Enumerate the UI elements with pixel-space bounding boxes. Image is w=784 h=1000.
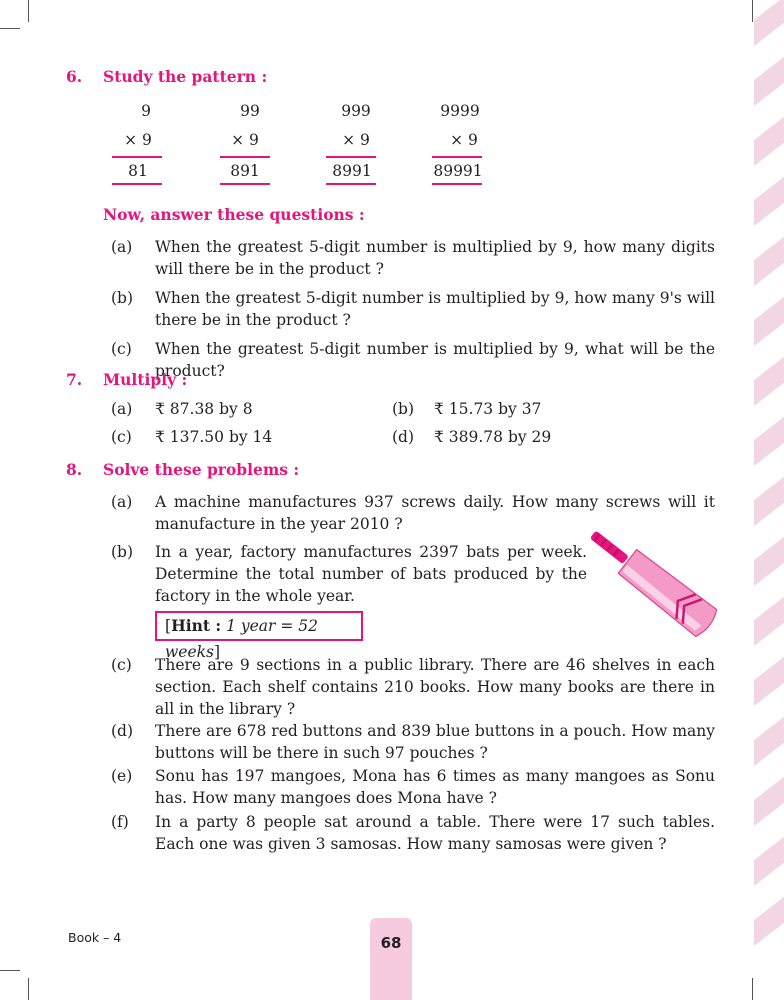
page-tab bbox=[370, 918, 412, 1000]
problem-8f bbox=[103, 811, 715, 855]
problem-text: In a year, factory manufactures 2397 bats per week. Determine the total number of bats produced by the factory in the whole year. bbox=[155, 543, 587, 605]
question-label: (c) bbox=[111, 340, 132, 358]
problem-label: (a) bbox=[111, 493, 133, 511]
pattern-rule bbox=[326, 183, 376, 185]
problem-label: (e) bbox=[111, 767, 133, 785]
multiply-label: (d) bbox=[392, 428, 415, 446]
question-label: (b) bbox=[111, 289, 134, 307]
question-text: When the greatest 5-digit number is multiplied by 9, how many 9's will there be in the product ? bbox=[155, 289, 715, 329]
pattern-top: 9999 bbox=[440, 102, 480, 120]
multiply-label: (c) bbox=[111, 428, 132, 446]
problem-text: There are 9 sections in a public library. There are 46 shelves in each section. Each shelf contains 210 books. How many books are there in all in the library ? bbox=[155, 656, 715, 718]
pattern-result: 8991 bbox=[332, 162, 372, 180]
question-6-number: 6. bbox=[66, 67, 83, 86]
problem-8e bbox=[103, 765, 715, 809]
crop-mark bbox=[28, 978, 29, 1000]
question-8-title: Solve these problems : bbox=[103, 460, 300, 479]
hint-box bbox=[155, 611, 363, 661]
multiply-item: ₹ 87.38 by 8 bbox=[155, 400, 253, 418]
problem-label: (c) bbox=[111, 656, 132, 674]
problem-8d bbox=[103, 720, 715, 764]
problem-label: (f) bbox=[111, 813, 129, 831]
multiply-item: ₹ 15.73 by 37 bbox=[434, 400, 542, 418]
problem-text: A machine manufactures 937 screws daily. How many screws will it manufacture in the year 2010 ? bbox=[155, 493, 715, 533]
hint-text: 1 year = 52 weeks bbox=[165, 617, 319, 661]
crop-mark bbox=[0, 970, 20, 971]
crop-mark bbox=[0, 28, 20, 29]
pattern-multiplier: × 9 bbox=[124, 131, 152, 149]
pattern-rule bbox=[220, 156, 270, 158]
decorative-stripes bbox=[754, 0, 784, 1000]
pattern-result: 891 bbox=[230, 162, 260, 180]
question-6a bbox=[103, 236, 715, 280]
pattern-rule bbox=[326, 156, 376, 158]
question-7-number: 7. bbox=[66, 370, 83, 389]
pattern-rule bbox=[112, 156, 162, 158]
problem-8b bbox=[103, 541, 587, 607]
pattern-rule bbox=[112, 183, 162, 185]
problem-text: There are 678 red buttons and 839 blue buttons in a pouch. How many buttons will be there in such 97 pouches ? bbox=[155, 722, 715, 762]
hint-label: Hint : bbox=[171, 616, 222, 635]
pattern-multiplier: × 9 bbox=[342, 131, 370, 149]
problem-8c bbox=[103, 654, 715, 720]
crop-mark bbox=[752, 0, 753, 22]
pattern-top: 9 bbox=[141, 102, 151, 120]
question-6b bbox=[103, 287, 715, 331]
multiply-label: (b) bbox=[392, 400, 415, 418]
pattern-multiplier: × 9 bbox=[231, 131, 259, 149]
pattern-top: 999 bbox=[341, 102, 371, 120]
question-7-title: Multiply : bbox=[103, 370, 188, 389]
pattern-rule bbox=[220, 183, 270, 185]
problem-text: In a party 8 people sat around a table. There were 17 such tables. Each one was given 3 samosas. How many samosas were given ? bbox=[155, 813, 715, 853]
pattern-top: 99 bbox=[240, 102, 260, 120]
multiply-label: (a) bbox=[111, 400, 133, 418]
question-text: When the greatest 5-digit number is multiplied by 9, how many digits will there be in the product ? bbox=[155, 238, 715, 278]
problem-label: (b) bbox=[111, 543, 134, 561]
book-label: Book – 4 bbox=[68, 930, 122, 945]
problem-label: (d) bbox=[111, 722, 134, 740]
hint-bracket: [ bbox=[165, 617, 172, 635]
multiply-item: ₹ 389.78 by 29 bbox=[434, 428, 552, 446]
pattern-result: 81 bbox=[128, 162, 148, 180]
question-6-subtitle: Now, answer these questions : bbox=[103, 205, 365, 224]
question-label: (a) bbox=[111, 238, 133, 256]
crop-mark bbox=[28, 0, 29, 22]
hint-bracket: ] bbox=[213, 643, 221, 661]
question-8-number: 8. bbox=[66, 460, 83, 479]
pattern-rule bbox=[432, 183, 482, 185]
pattern-result: 89991 bbox=[433, 162, 483, 180]
pattern-rule bbox=[432, 156, 482, 158]
pattern-multiplier: × 9 bbox=[450, 131, 478, 149]
question-6-title: Study the pattern : bbox=[103, 67, 268, 86]
question-text: When the greatest 5-digit number is multiplied by 9, what will be the product? bbox=[155, 340, 715, 380]
page-number: 68 bbox=[380, 934, 402, 952]
cricket-bat-illustration bbox=[590, 518, 720, 648]
problem-text: Sonu has 197 mangoes, Mona has 6 times as many mangoes as Sonu has. How many mangoes does Mona have ? bbox=[155, 767, 715, 807]
crop-mark bbox=[752, 978, 753, 1000]
multiply-item: ₹ 137.50 by 14 bbox=[155, 428, 273, 446]
